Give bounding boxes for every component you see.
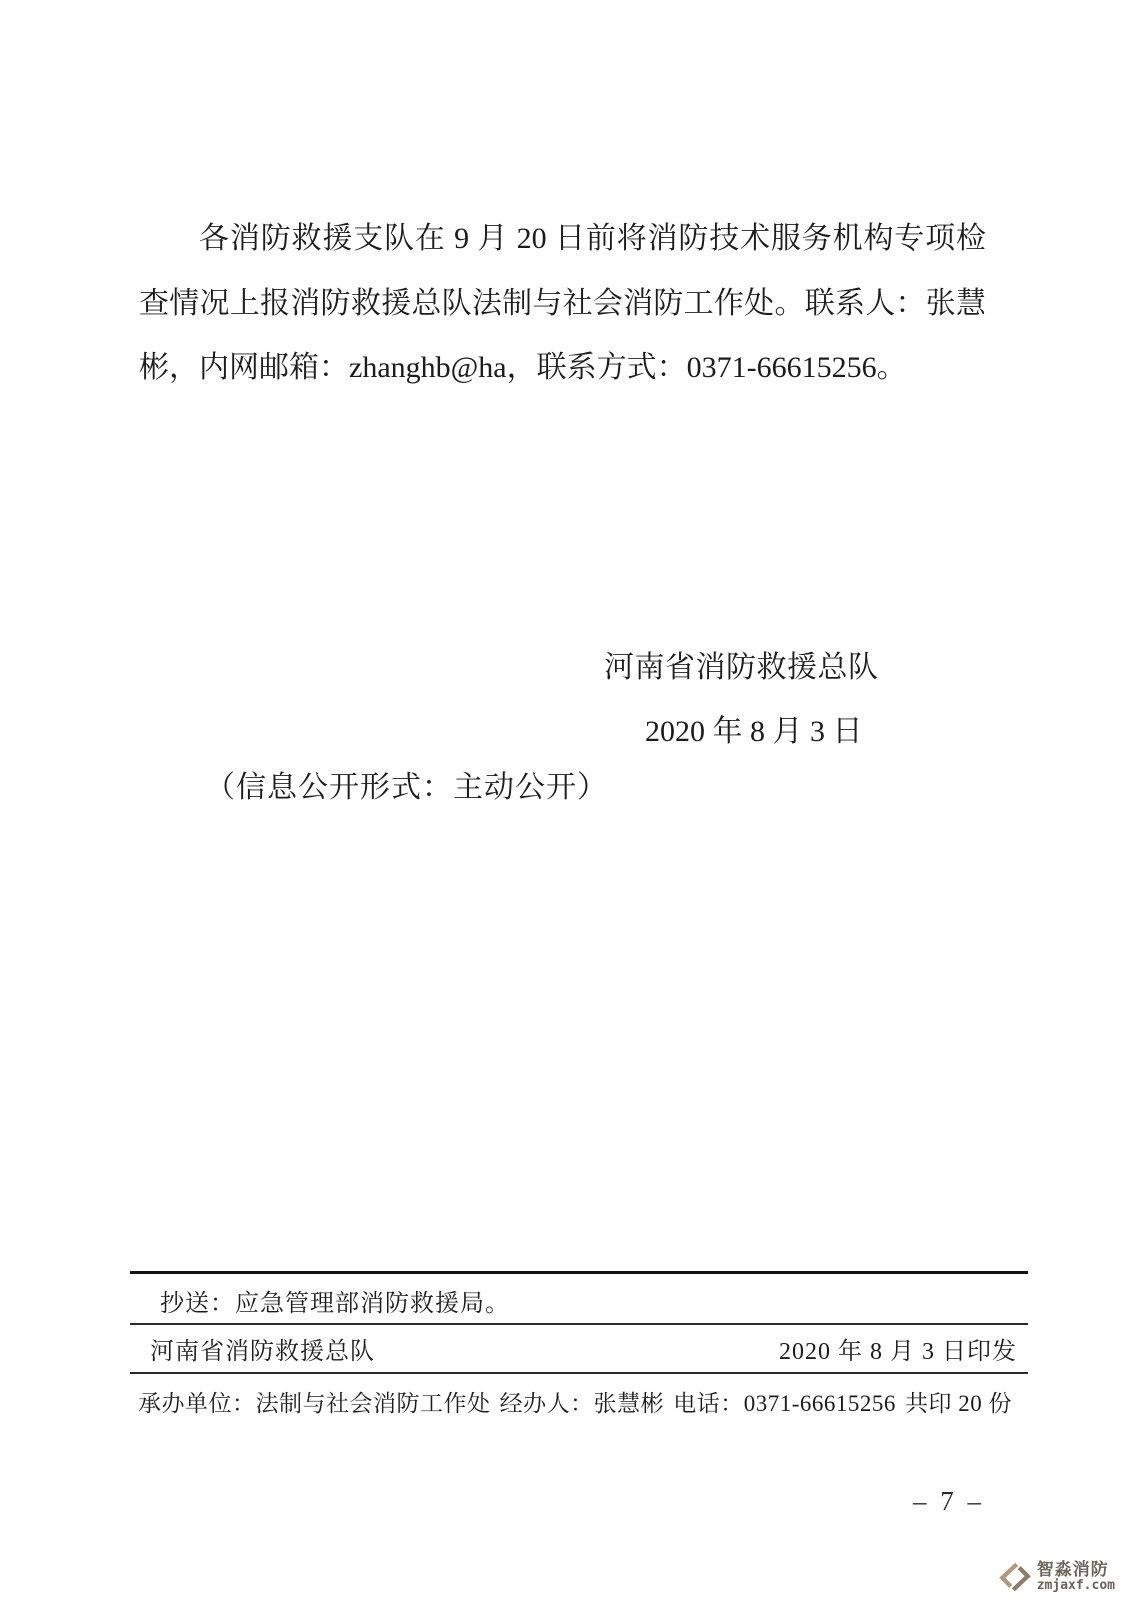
watermark-text (1037, 1561, 1115, 1592)
signature-date: 2020 年 8 月 3 日 (645, 715, 863, 748)
undertaker-phone: 电话：0371-66615256 (673, 1391, 896, 1416)
watermark-domain: zmjaxf.com (1036, 1578, 1115, 1594)
disclosure-note: （信息公开形式：主动公开） (205, 771, 608, 804)
printer-organization: 河南省消防救援总队 (150, 1339, 375, 1365)
signature-organization: 河南省消防救援总队 (604, 651, 879, 684)
undertaker-unit: 承办单位：法制与社会消防工作处 (138, 1391, 491, 1416)
zhimiao-logo-icon (998, 1559, 1032, 1595)
undertaker-row (130, 1374, 1028, 1418)
undertaker-handler: 经办人：张慧彬 (499, 1391, 665, 1416)
body-paragraph: 各消防救援支队在 9 月 20 日前将消防技术服务机构专项检查情况上报消防救援总队法制与社会消防工作处。联系人：张慧彬，内网邮箱：zhanghb@ha，联系方式：0371-66615256。 (139, 222, 986, 384)
print-date: 2020 年 8 月 3 日印发 (779, 1339, 1017, 1365)
printer-row (130, 1325, 1028, 1374)
cc-line: 抄送：应急管理部消防救援局。 (130, 1274, 1028, 1325)
watermark-logo[interactable] (998, 1559, 1115, 1595)
page-number: – 7 – (913, 1486, 981, 1516)
watermark-brand: 智淼消防 (1036, 1560, 1109, 1580)
imprint-block (130, 1271, 1028, 1418)
undertaker-copies: 共印 20 份 (905, 1391, 1012, 1416)
